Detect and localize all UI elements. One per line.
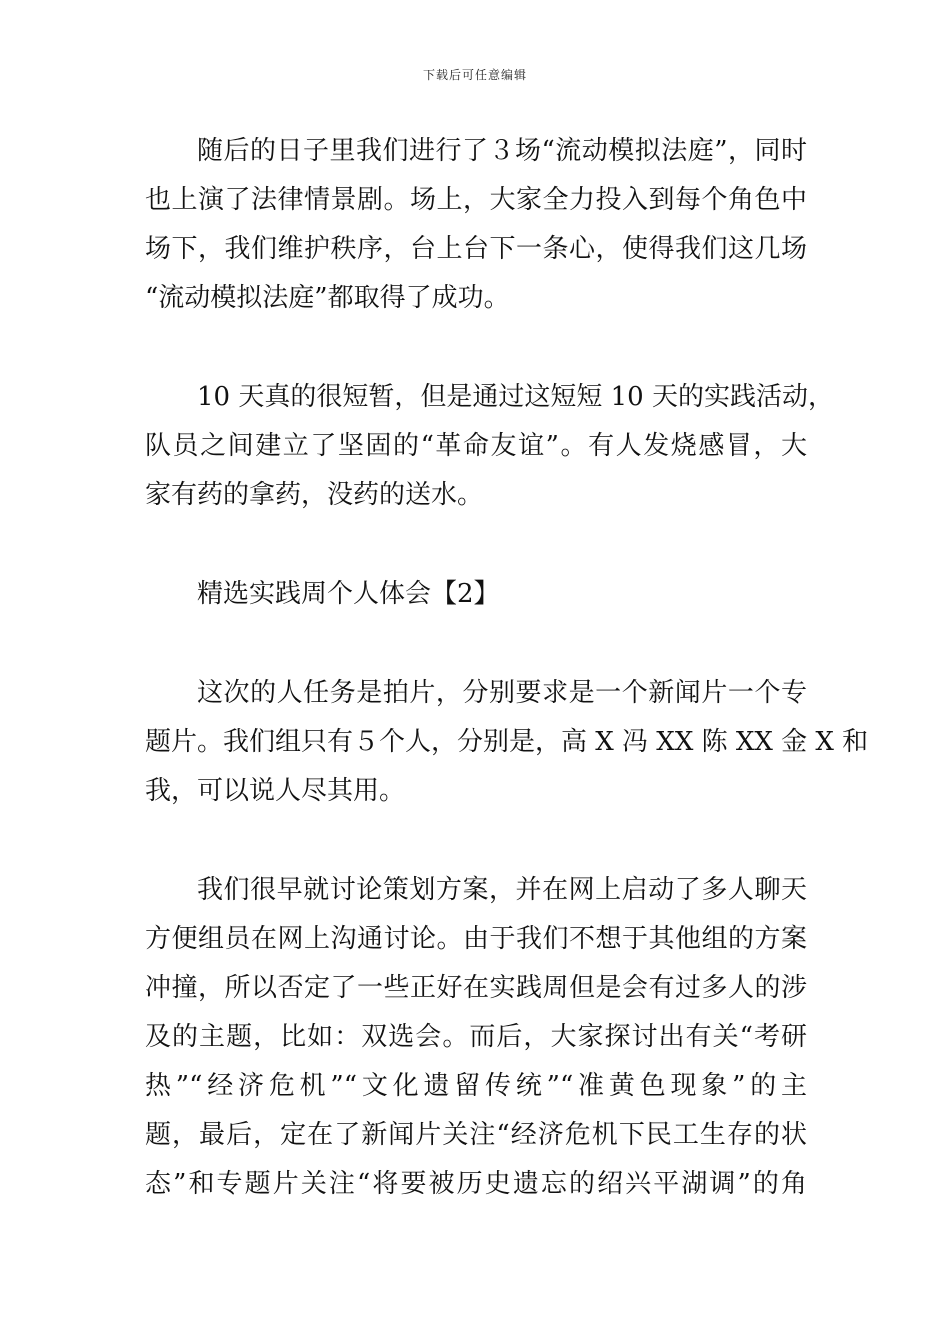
text-line: 题，最后，定在了新闻片关注“经济危机下民工生存的状 — [145, 1120, 807, 1150]
page-header: 下载后可任意编辑 — [422, 68, 527, 82]
text-line: “流动模拟法庭”都取得了成功。 — [145, 283, 510, 313]
text-line: 队员之间建立了坚固的“革命友谊”。有人发烧感冒，大 — [145, 431, 807, 461]
text-line: 我们很早就讨论策划方案，并在网上启动了多人聊天 — [197, 875, 807, 905]
text-line: 及的主题，比如：双选会。而后，大家探讨出有关“考研 — [145, 1022, 807, 1052]
paragraph-4 — [145, 866, 807, 1209]
text-line: 题片。我们组只有５个人，分别是，高 X 冯 XX 陈 XX 金 X 和 — [145, 727, 869, 757]
text-line: 家有药的拿药，没药的送水。 — [145, 480, 484, 510]
text-line: 场下，我们维护秩序，台上台下一条心，使得我们这几场 — [145, 234, 807, 264]
document-body — [145, 127, 869, 1259]
paragraph-2 — [145, 373, 834, 520]
text-line: 随后的日子里我们进行了３场“流动模拟法庭”，同时 — [197, 136, 807, 166]
paragraph-1 — [145, 127, 807, 323]
text-line: 方便组员在网上沟通讨论。由于我们不想于其他组的方案 — [145, 924, 807, 954]
text-line: 态”和专题片关注“将要被历史遗忘的绍兴平湖调”的角 — [145, 1169, 807, 1199]
text-line: 这次的人任务是拍片，分别要求是一个新闻片一个专 — [197, 678, 807, 708]
text-line: 10 天真的很短暂，但是通过这短短 10 天的实践活动， — [197, 382, 834, 412]
text-line: 热”“经济危机”“文化遗留传统”“准黄色现象”的主 — [145, 1071, 807, 1101]
text-line: 冲撞，所以否定了一些正好在实践周但是会有过多人的涉 — [145, 973, 807, 1003]
text-line: 我，可以说人尽其用。 — [145, 776, 406, 806]
paragraph-3 — [145, 669, 869, 816]
section-heading — [145, 570, 807, 619]
text-line: 也上演了法律情景剧。场上，大家全力投入到每个角色中 — [145, 185, 807, 215]
heading-text: 精选实践周个人体会【2】 — [197, 579, 500, 609]
